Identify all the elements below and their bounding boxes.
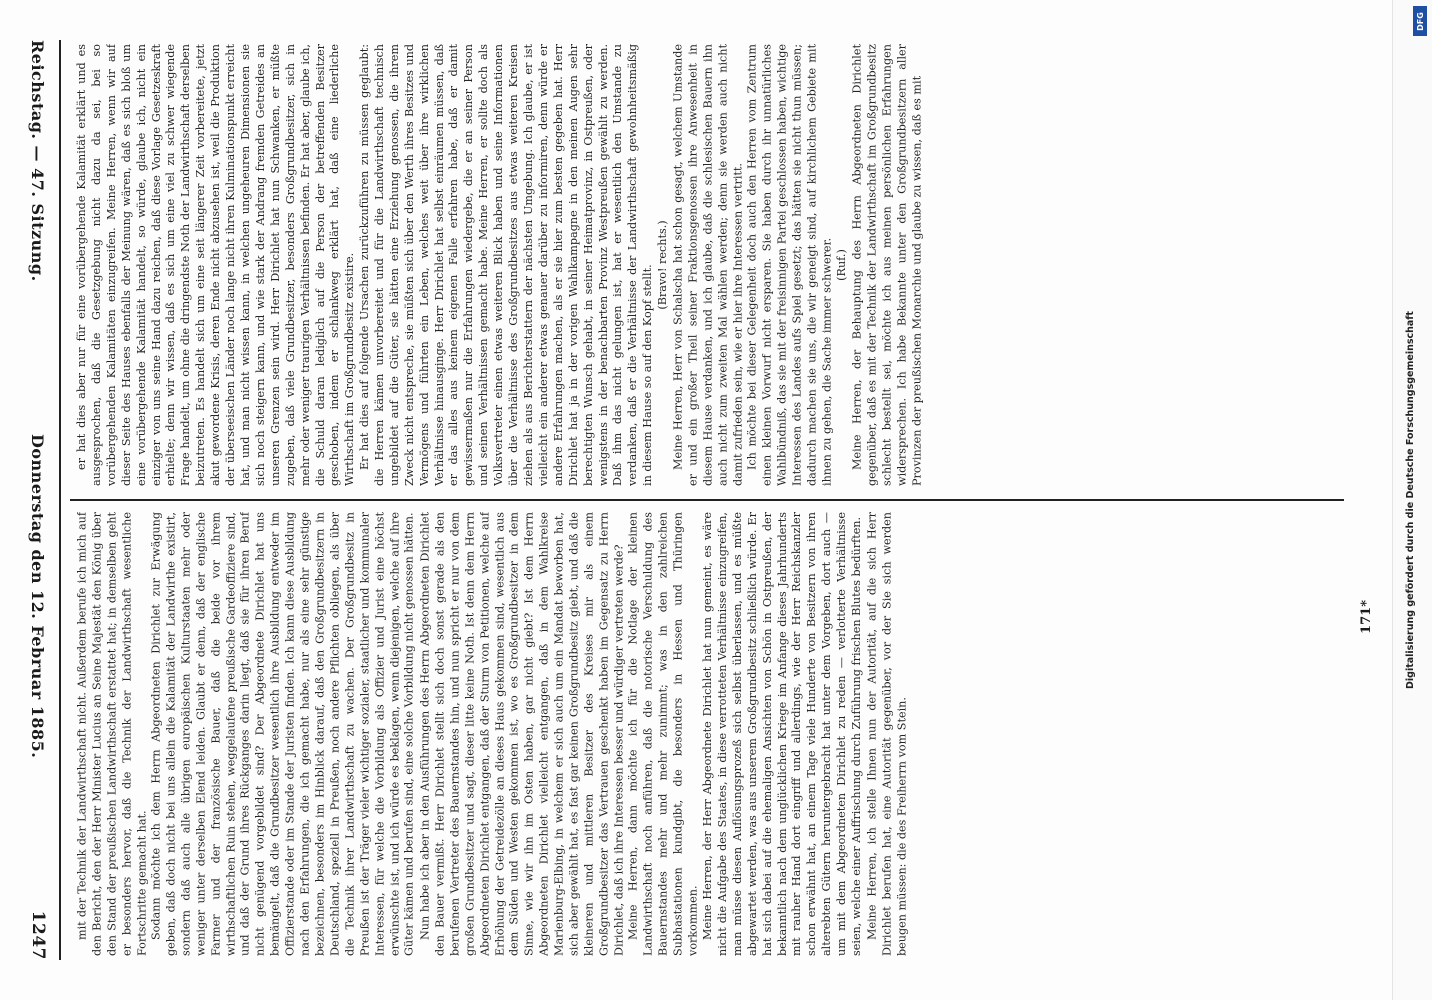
digitization-sidebar [1392,0,1432,1000]
left-paragraph: Meine Herren, der Behauptung des Herrn Abgeordneten Dirichlet gegenüber, daß es mit der Technik der Landwirthschaft im Großgrundbesitz schlecht bestellt sei, möchte ich aus meinen persönlichen Erfahrungen widersprechen. Ich habe Bekannte unter den Großgrundbesitzern aller Provinzen der preußischen Monarchie und glaube zu wissen, daß es mit [850,44,923,486]
header-date: Donnerstag den 12. Februar 1885. [28,434,48,759]
column-divider [70,499,1344,501]
funding-notice: Digitalisierung gefördert durch die Deutsche Forschungsgemeinschaft [1405,311,1416,689]
right-paragraph: Nun habe ich aber in den Ausführungen des Herrn Abgeordneten Dirichlet den Bauer vermißt. Herr Dirichlet stellt sich doch sonst gerade als den berufenen Vertreter des Bauernstandes hin, und nun spricht er nur von dem großen Grundbesitzer und sagt, dieser litte keine Noth. Ist denn dem Herrn Abgeordneten Dirichlet entgangen, daß der Sturm von Petitionen, welche auf Erhöhung der Getreidezölle an dieses Haus gekommen sind, wesentlich aus dem Süden und Westen gekommen ist, wo es Großgrundbesitzer in dem Sinne, wie wir ihn im Osten haben, gar nicht giebt? Ist dem Herrn Abgeordneten Dirichlet vielleicht entgangen, daß in dem Wahlkreise Marienburg-Elbing, in welchem er sich auch um ein Mandat beworben hat, sich aber gewählt hat, es fast gar keinen Großgrundbesitz giebt, und daß die kleineren und mittleren Besitzer des Kreises mir als einem Großgrundbesitzer das Vertrauen geschenkt haben im Gegensatz zu Herrn Dirichlet, daß ich ihre Interessen besser und würdiger vertreten werde? [417,512,625,956]
left-interjection: (Ruf.) [835,249,849,281]
left-paragraph: er hat dies aber nur für eine vorübergehende Kalamität erklärt und es ausgesprochen, daß die Gesetzgebung nicht dazu da sei, bei so vorübergehenden Kalamitäten einzugreifen. Meine Herren, wenn wir auf dieser Seite des Hauses ebenfalls der Meinung wären, daß es sich bloß um eine vorübergehende Kalamität handelt, so würde, glaube ich, nicht ein einziger von uns seine Hand dazu reichen, daß diese Vorlage Gesetzeskraft erhielte; denn wir wissen, daß es sich um eine viel zu schwer wiegende Frage handelt, um ohne die dringendste Noth der Landwirthschaft derselben beizutreten. Es handelt sich um eine seit längerer Zeit vorbereitete, jetzt akut gewordene Krisis, deren Ende nicht abzusehen ist, weil die Produktion der überseeischen Länder noch lange nicht ihren Kulminationspunkt erreicht hat, und man nicht wissen kann, in welchen ungeheuren Dimensionen sie sich noch steigern kann, und wie stark der Andrang fremden Getreides an unseren Grenzen sein wird. Herr Dirichlet hat nun Schwanken, er müßte zugeben, daß viele Grundbesitzer, besonders Großgrundbesitzer, sich in mehr oder weniger traurigen Verhältnissen befinden. Er hat aber, glaube ich, die Schuld daran lediglich auf die Person der betreffenden Besitzer geschoben, indem er schlankweg erklärt hat, daß eine liederliche Wirthschaft im Großgrundbesitz existire. [75,44,357,486]
left-paragraph: Meine Herren, Herr von Schalscha hat schon gesagt, welchem Umstande er und ein großer Theil seiner Fraktionsgenossen ihre Anwesenheit in diesem Hause verdanken, und ich glaube, daß die schlesischen Bauern ihn auch nicht zum zweiten Mal wählen werden; denn sie werden auch nicht damit zufrieden sein, wie er hier ihre Interessen vertritt. [671,44,744,486]
right-paragraph: Sodann möchte ich dem Herrn Abgeordneten Dirichlet zur Erwägung geben, daß doch nicht bei uns allein die Kalamität der Landwirthe existirt, sondern daß auch alle übrigen europäischen Kulturstaaten mehr oder weniger unter derselben Elend leiden. Glaubt er denn, daß der englische Farmer und der französische Bauer, daß die beide vor ihrem wirthschaftlichen Ruin stehen, weggelaufene preußische Gardeoffiziere sind, und daß der Grund ihres Rückganges darin liegt, daß sie für ihren Beruf nicht genügend vorgebildet sind? Der Abgeordnete Dirichlet hat uns bemängelt, daß die Grundbesitzer wesentlich ihre Ausbildung entweder im Offizierstande oder im Stande der Juristen finden. Ich kann diese Ausbildung nach den Erfahrungen, die ich gemacht habe, nur als eine sehr günstige bezeichnen, besonders im Hinblick darauf, daß den Großgrundbesitzern in Deutschland, speziell in Preußen, noch andere Pflichten obliegen, als über die Technik ihrer Landwirthschaft zu wachen. Der Großgrundbesitz in Preußen ist der Träger vieler wichtiger sozialer, staatlicher und kommunaler Interessen, für welche die Vorbildung als Offizier und Jurist eine höchst erwünschte ist, und ich würde es beklagen, wenn diejenigen, welche auf ihre Güter kämen und berufen sind, eine solche Vorbildung nicht genossen hätten. [149,512,416,956]
dfg-logo[interactable] [1413,6,1427,36]
right-paragraph: Meine Herren, der Herr Abgeordnete Dirichlet hat nun gemeint, es wäre nicht die Aufgabe des Staates, in diese verrotteten Verhältnisse einzugreifen, man müsse diesen Auflösungsprozeß sich selbst überlassen, und es müßte abgewartet werden, was aus unserem Großgrundbesitz schließlich würde. Er hat sich dabei auf die ehemaligen Ansichten von Schön in Ostpreußen, der bekanntlich nach dem unglücklichen Kriege im Anfange dieses Jahrhunderts mit rauher Hand dort eingriff und allerdings, wie der Herr Reichskanzler schon erwähnt hat, an einem Tage viele Hunderte von Besitzern von ihren alterebten Gütern heruntergebracht hat unter dem Vorgeben, dort auch — um mit dem Abgeordneten Dirichlet zu reden — verlotterte Verhältnisse seien, welche einer Auffrischung durch Zuführung frischen Blutes bedürften. [701,512,864,956]
dfg-logo-text: DFG [1415,11,1425,31]
page-header [21,40,55,960]
right-column [75,512,1332,956]
left-interjection: (Bravo! rechts.) [656,220,670,310]
right-paragraph: Meine Herren, dann möchte ich für die Notlage der kleinen Landwirthschaft noch anführen, daß die notorische Verschuldung des Bauernstandes mehr und mehr zunimmt; was in den zahlreichen Subhastationen kundgibt, die besonders in Hessen und Thüringen vorkommen. [626,512,700,956]
left-paragraph: Ich möchte bei dieser Gelegenheit doch auch den Herren vom Zentrum einen kleinen Vorwurf nicht ersparen. Sie haben durch ihr unnatürliches Wahlbündniß, das sie mit der freisinnigen Partei geschlossen haben, wichtige Interessen des Landes aufs Spiel gesetzt; das hätten sie nicht thun müssen; dadurch machen sie uns, die wir geneigt sind, auf kirchlichem Gebiete mit ihnen zu gehen, die Sache immer schwerer. [745,44,834,486]
page-number: 1247 [28,910,48,960]
right-paragraph: Meine Herren, ich stelle Ihnen nun der Autorität, auf die sich Herr Dirichlet berufen hat, eine Autorität gegenüber, vor der Sie sich werden beugen müssen: die des Freiherrn vom Stein. [865,512,908,956]
left-paragraph: Er hat dies auf folgende Ursachen zurückzuführen zu müssen geglaubt: die Herren kämen unvorbereitet und für die Landwirthschaft technisch ungebildet auf die Güter, sie hätten eine Erziehung genossen, die ihrem Zweck nicht entspreche, sie müßten sich über den Werth ihres Besitzes und Vermögens und führten ein Leben, welches weit über ihre wirklichen Verhältnisse hinausginge. Herr Dirichlet hat selbst einräumen müssen, daß er das alles aus keinem eigenen Falle erfahren habe, daß er damit gewissermaßen nur die Erfahrungen wiedergebe, die er an seiner Person und seinen Verhältnissen gemacht habe. Meine Herren, er sollte doch als Volksvertreter einen etwas weiteren Blick haben und seine Informationen über die Verhältnisse des Großgrundbesitzes aus etwas weiteren Kreisen ziehen als aus Berichterstattern der nächsten Umgebung. Ich glaube, er ist vielleicht ein anderer etwas genauer darüber zu informiren, denn würde er andere Erfahrungen machen, als er sie hier zum besten gegeben hat. Herr Dirichlet hat ja in der vorigen Wahlkampagne in den meinen Augen sehr berechtigten Wunsch gehabt, in seiner Heimatprovinz, in Ostpreußen, oder wenigstens in der benachbarten Provinz Westpreußen gewählt zu werden. Daß ihm das nicht gelungen ist, hat er wesentlich den Umstande zu verdanken, daß er die Verhältnisse der Landwirthschaft gewohnheitsmäßig in diesem Hause so auf den Kopf stellt. [358,44,655,486]
right-paragraph: mit der Technik der Landwirthschaft nicht. Außerdem berufe ich mich auf den Bericht, den der Herr Minister Lucius an Seine Majestät den König über den Stand der preußischen Landwirthschaft erstattet hat; in demselben geht er besonders hervor, daß die Technik der Landwirthschaft wesentliche Fortschritte gemacht hat. [75,512,148,956]
sheet-signature: 171* [1359,600,1374,634]
left-column [75,44,1332,486]
header-session: Reichstag. — 47. Sitzung. [28,40,48,282]
header-rule [59,40,61,960]
